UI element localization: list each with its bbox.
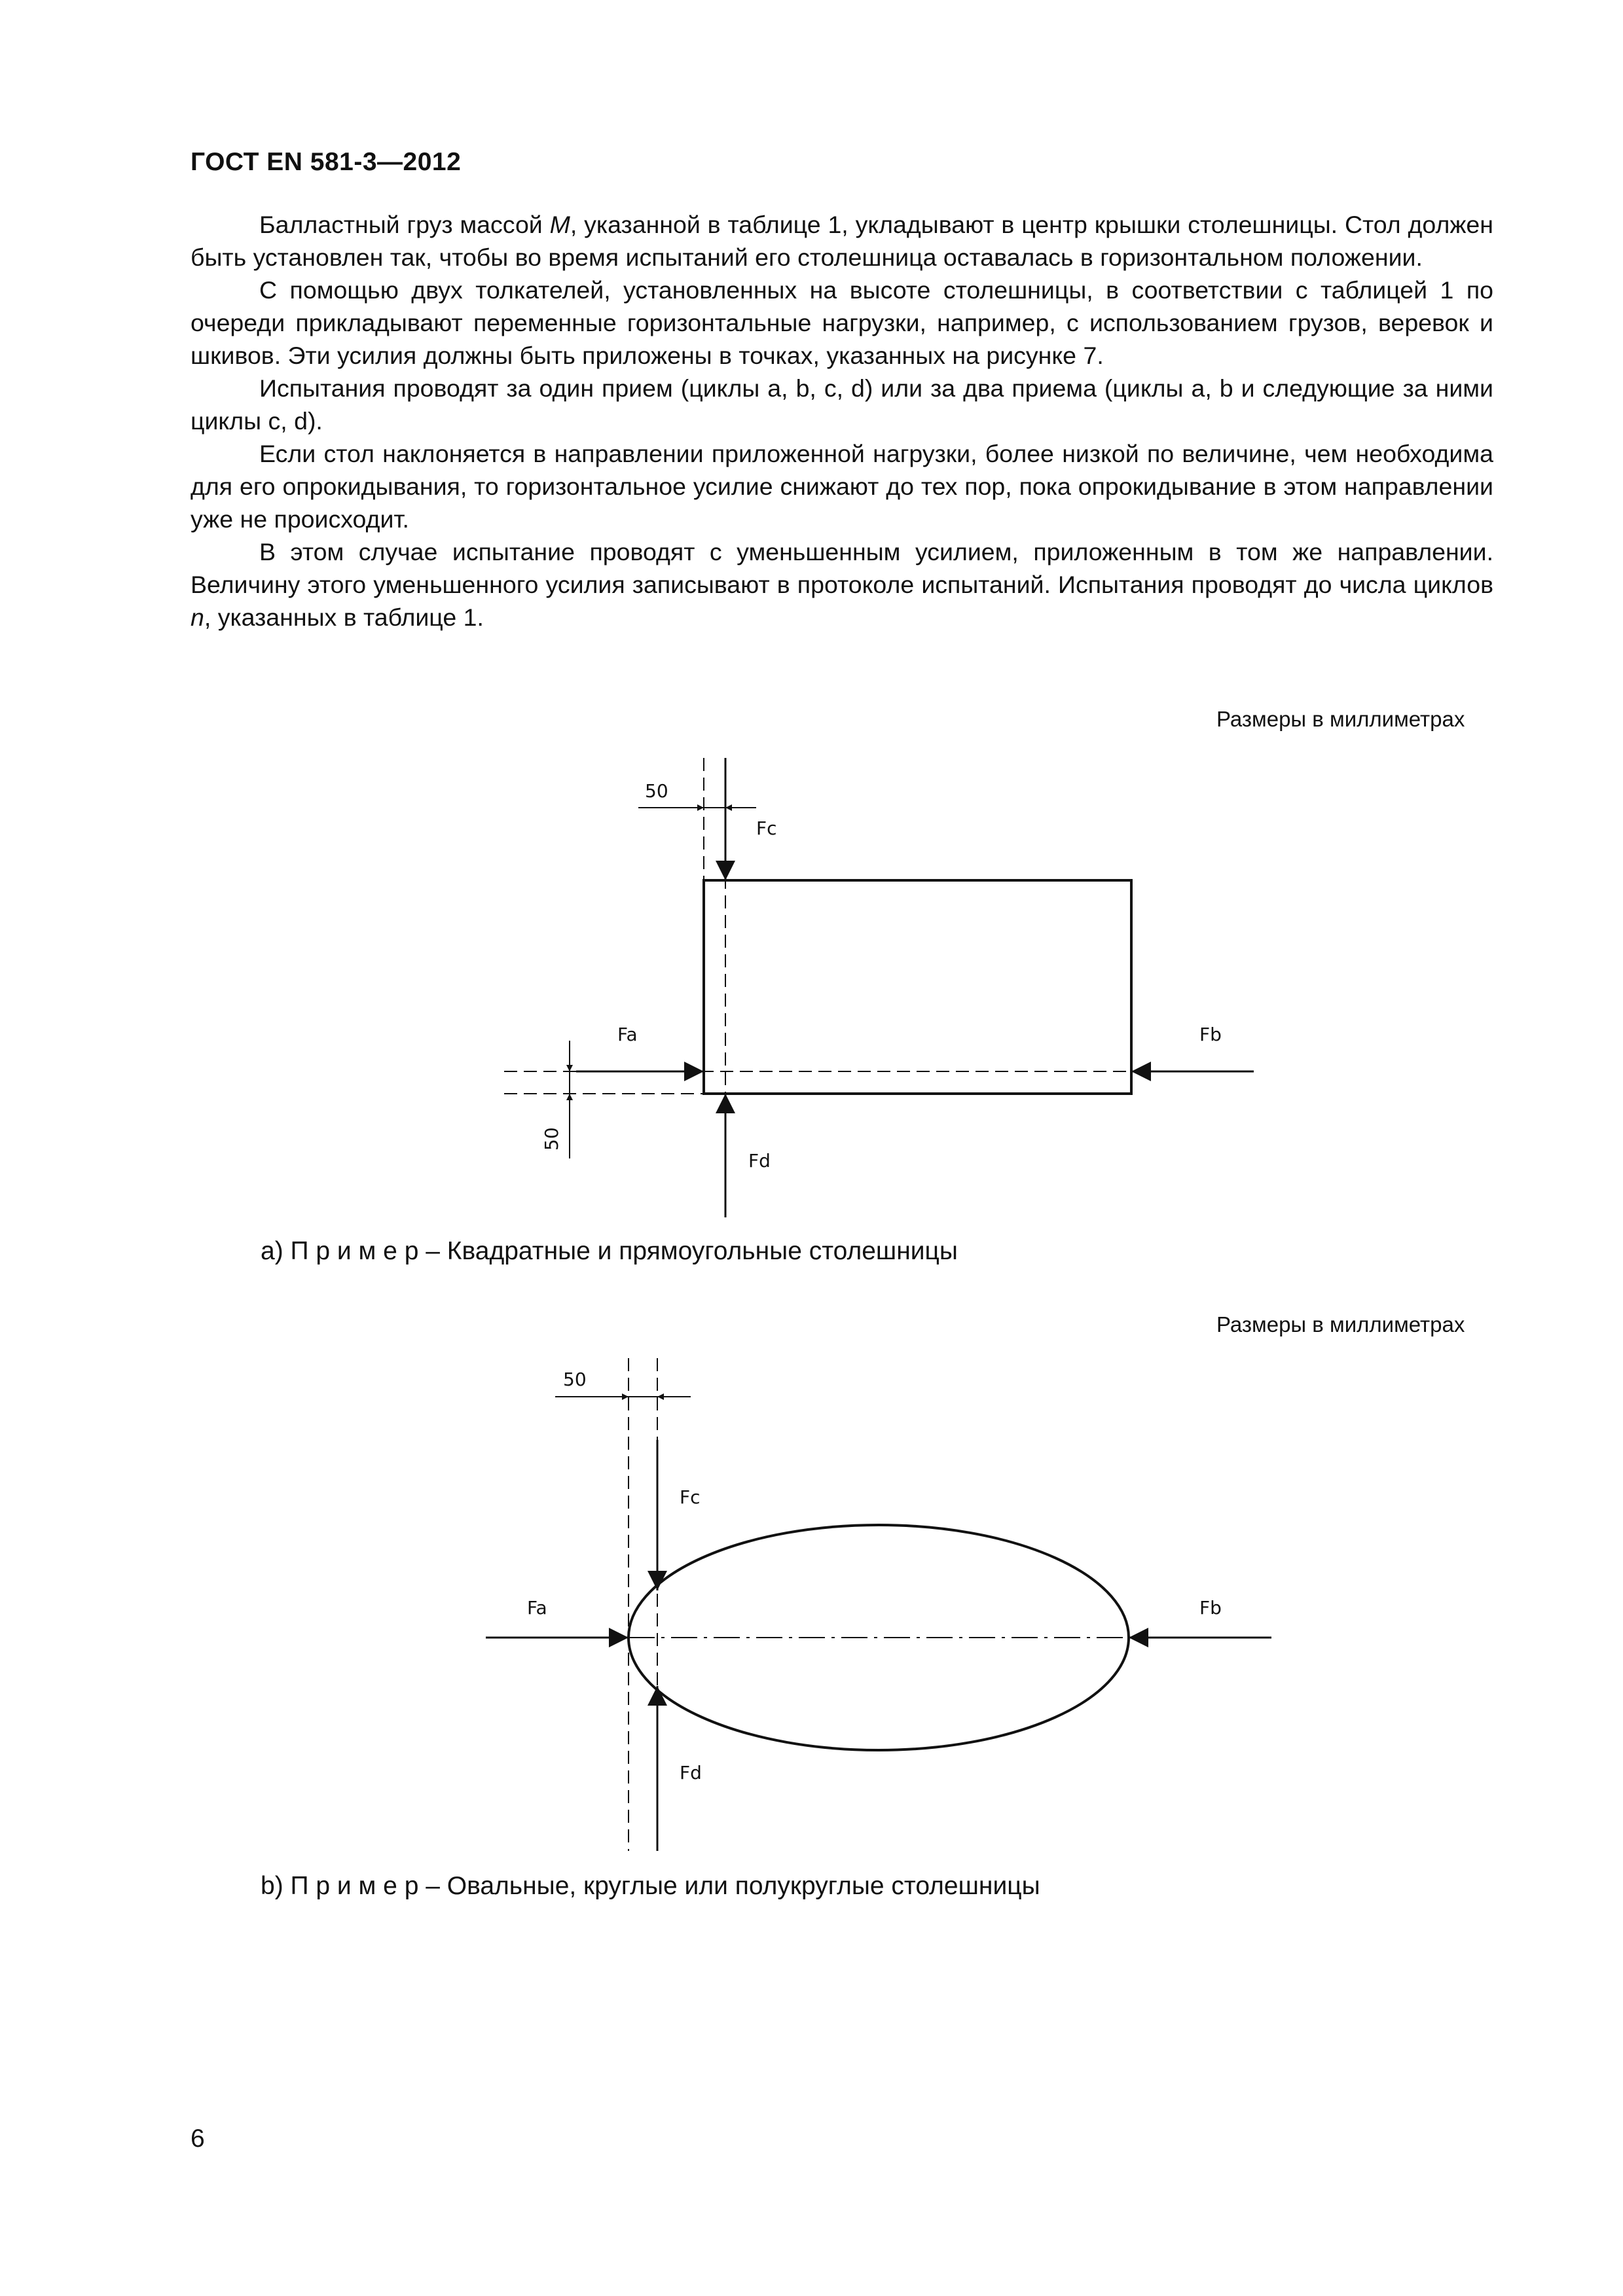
force-label-c: Fc — [756, 817, 777, 839]
force-label-a: Fa — [617, 1024, 638, 1045]
force-label-c: Fc — [680, 1486, 701, 1508]
force-label-a: Fa — [527, 1597, 547, 1619]
paragraph-4: Если стол наклоняется в направлении приложенной нагрузки, более низкой по величине, чем необходима для его опрокидывания, то горизонтальное усилие снижают до тех пор, пока опрокидывание в этом направлении уже не происходит. — [191, 440, 1493, 533]
oval-tabletop — [629, 1525, 1129, 1750]
paragraph-5: В этом случае испытание проводят с уменьшенным усилием, приложенным в том же направлении. Величину этого уменьшенного усилия записывают в протоколе испытаний. Испытания проводят до числа циклов n, указанных в таблице 1. — [191, 538, 1493, 631]
dim-label-left: 50 — [541, 1127, 562, 1151]
figure-b-caption: b) П р и м е р – Овальные, круглые или полукруглые столешницы — [261, 1872, 1040, 1900]
force-label-b: Fb — [1199, 1024, 1222, 1045]
dim-label-top: 50 — [645, 780, 668, 802]
units-note-a: Размеры в миллиметрах — [1216, 707, 1465, 731]
paragraph-2: С помощью двух толкателей, установленных на высоте столешницы, в соответствии с таблицей 1 по очереди прикладывают переменные горизонтальные нагрузки, например, с использованием грузов, веревок и шкивов. Эти усилия должны быть приложены в точках, указанных на рисунке 7. — [191, 276, 1493, 369]
units-note-b: Размеры в миллиметрах — [1216, 1312, 1465, 1336]
paragraph-1: Балластный груз массой M, указанной в таблице 1, укладывают в центр крышки столешницы. Стол должен быть установлен так, чтобы во время испытаний его столешница оставалась в горизонтальном положении. — [191, 211, 1493, 271]
document-header: ГОСТ EN 581-3—2012 — [191, 148, 462, 176]
force-label-d: Fd — [680, 1762, 702, 1784]
figure-a-caption: a) П р и м е р – Квадратные и прямоугольные столешницы — [261, 1237, 958, 1265]
dim-label-top: 50 — [563, 1369, 587, 1390]
page-number: 6 — [191, 2125, 205, 2153]
paragraph-3: Испытания проводят за один прием (циклы a, b, c, d) или за два приема (циклы a, b и следующие за ними циклы c, d). — [191, 374, 1493, 435]
force-label-d: Fd — [748, 1150, 771, 1172]
force-label-b: Fb — [1199, 1597, 1222, 1619]
